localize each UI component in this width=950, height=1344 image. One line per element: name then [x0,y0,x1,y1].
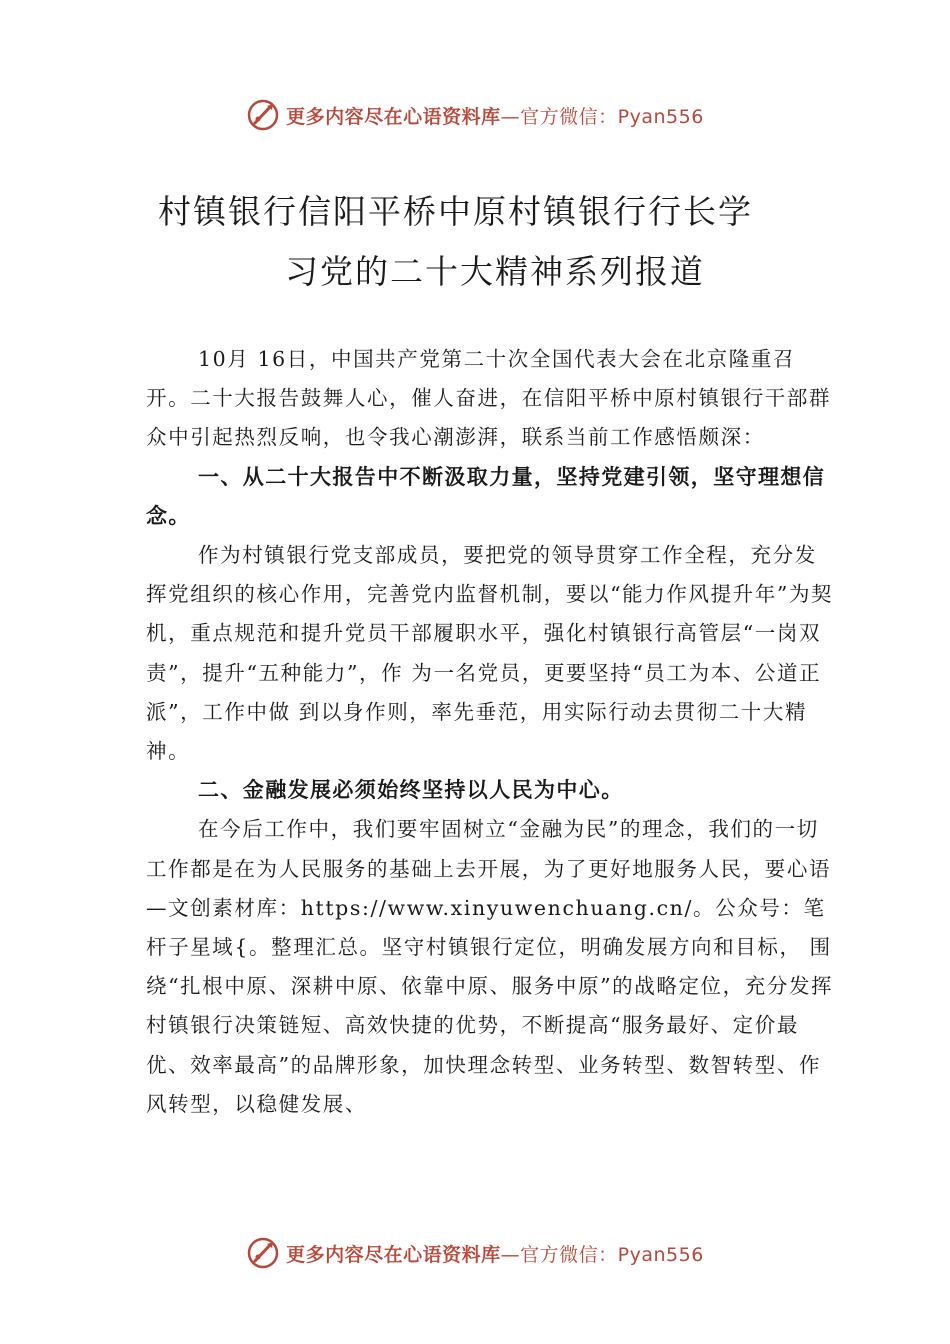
section-heading-2: 二、金融发展必须始终坚持以人民为中心。 [198,778,624,803]
section-heading-1: 一、从二十大报告中不断汲取力量，坚持党建引领，坚守理想信念。 [146,464,826,528]
paragraph-intro: 10月 16日，中国共产党第二十次全国代表大会在北京隆重召开。二十大报告鼓舞人心，催人奋进，在信阳平桥中原村镇银行干部群众中引起热烈反响，也令我心潮澎湃，联系当前工作感悟颇深： [146,347,832,450]
header-watermark-banner [0,95,950,135]
banner-wechat: —官方微信：Pyan556 [500,105,704,128]
paragraph-section-1: 作为村镇银行党支部成员，要把党的领导贯穿工作全程，充分发挥党组织的核心作用，完善党内监督机制，要以“能力作风提升年”为契机，重点规范和提升党员干部履职水平，强化村镇银行高管层“一岗双责”，提升“五种能力”，作 为一名党员，更要坚持“员工为本、公道正派”，工作中做 到以身作则，率先垂范，用实际行动去贯彻二十大精神。 [146,543,834,764]
banner-text [286,1240,704,1267]
banner-highlight: 更多内容尽在心语资料库 [286,1243,501,1266]
brush-logo-icon [246,1236,280,1270]
banner-wechat: —官方微信：Pyan556 [500,1243,704,1266]
document-body [146,340,836,1124]
paragraph-section-2: 在今后工作中，我们要牢固树立“金融为民”的理念，我们的一切工作都是在为人民服务的基础上去开展，为了更好地服务人民，要心语—文创素材库：https://www.xinyuwenchuang.cn/。公众号：笔杆子星域{。整理汇总。坚守村镇银行定位，明确发展方向和目标， 围绕“扎根中原、深耕中原、依靠中原、服务中原”的战略定位，充分发挥村镇银行决策链短、高效快捷的优势，不断提高“服务最好、定价最优、效率最高”的品牌形象，加快理念转型、业务转型、数智转型、作风转型，以稳健发展、 [146,817,834,1116]
brush-logo-icon [246,98,280,132]
banner-text [286,102,704,129]
banner-highlight: 更多内容尽在心语资料库 [286,105,501,128]
footer-watermark-banner [0,1233,950,1273]
document-title-line-1: 村镇银行信阳平桥中原村镇银行行长学 [158,192,753,231]
document-title-line-2: 习党的二十大精神系列报道 [285,252,705,291]
